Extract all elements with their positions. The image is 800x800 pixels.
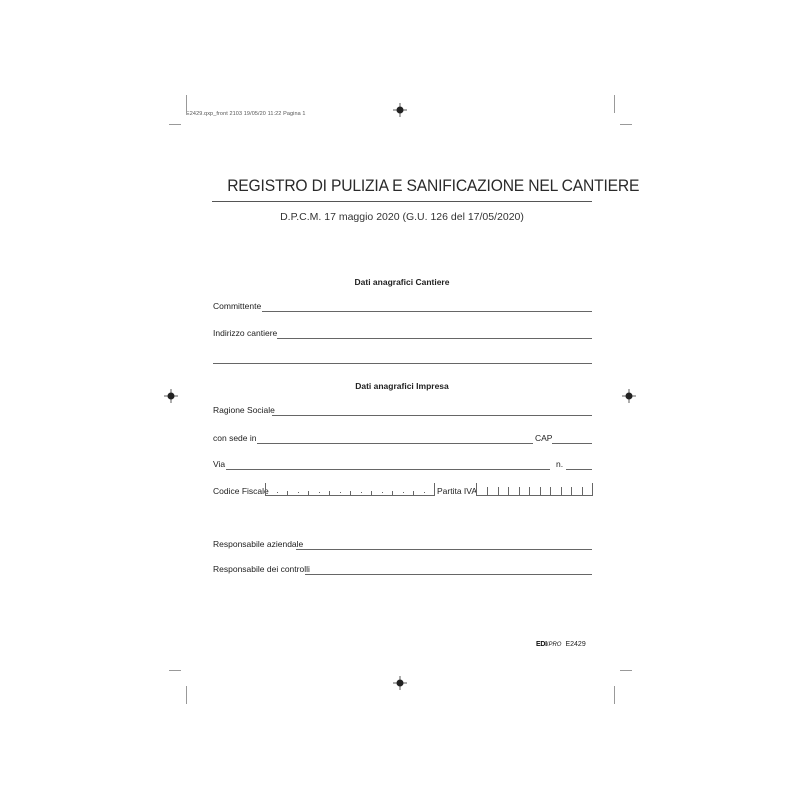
committente-label: Committente (213, 301, 262, 311)
comb-divider (329, 491, 330, 495)
ragione-sociale-field[interactable] (272, 415, 592, 416)
crop-mark (186, 95, 187, 113)
comb-divider (508, 487, 509, 495)
document-title: REGISTRO DI PULIZIA E SANIFICAZIONE NEL CANTIERE (227, 176, 640, 195)
comb-divider (308, 491, 309, 495)
indirizzo-cantiere-field[interactable] (277, 338, 592, 339)
brand-pro: PRO (548, 642, 562, 648)
crop-mark (620, 670, 632, 671)
ragione-sociale-label: Ragione Sociale (213, 405, 275, 415)
comb-divider (319, 492, 320, 493)
crop-mark (169, 124, 181, 125)
comb-divider (382, 492, 383, 493)
comb-divider (561, 487, 562, 495)
comb-divider (582, 487, 583, 495)
title-rule (212, 201, 592, 202)
numero-label: n. (556, 459, 564, 469)
comb-divider (529, 487, 530, 495)
publisher-logo: EDI/PRO E2429 (536, 641, 586, 648)
registration-mark-icon (393, 676, 407, 690)
cap-field[interactable] (552, 443, 592, 444)
comb-divider (350, 491, 351, 495)
indirizzo-cantiere-field-line2[interactable] (213, 363, 592, 364)
responsabile-aziendale-label: Responsabile aziendale (213, 539, 304, 549)
numero-field[interactable] (566, 469, 592, 470)
comb-divider (298, 492, 299, 493)
comb-divider (424, 492, 425, 493)
responsabile-controlli-label: Responsabile dei controlli (213, 564, 310, 574)
brand-edi: EDI (536, 641, 547, 648)
responsabile-aziendale-field[interactable] (296, 549, 592, 550)
cap-label: CAP (535, 433, 553, 443)
crop-mark (614, 95, 615, 113)
comb-divider (277, 492, 278, 493)
document-subtitle: D.P.C.M. 17 maggio 2020 (G.U. 126 del 17/05/2020) (280, 211, 524, 223)
comb-divider (540, 487, 541, 495)
indirizzo-cantiere-label: Indirizzo cantiere (213, 328, 278, 338)
responsabile-controlli-field[interactable] (305, 574, 592, 575)
comb-divider (403, 492, 404, 493)
printer-slug: E2429.qxp_front 2103 19/05/20 11:22 Pagina 1 (186, 111, 306, 117)
partita-iva-field[interactable] (476, 483, 593, 496)
via-label: Via (213, 459, 226, 469)
comb-divider (413, 491, 414, 495)
comb-divider (392, 491, 393, 495)
comb-divider (519, 487, 520, 495)
crop-mark (620, 124, 632, 125)
crop-mark (186, 686, 187, 704)
comb-divider (371, 491, 372, 495)
comb-divider (550, 487, 551, 495)
product-code: E2429 (565, 641, 586, 648)
section-heading-impresa: Dati anagrafici Impresa (355, 381, 449, 391)
registration-mark-icon (622, 389, 636, 403)
comb-divider (487, 487, 488, 495)
codice-fiscale-label: Codice Fiscale (213, 486, 269, 496)
crop-mark (169, 670, 181, 671)
registration-mark-icon (393, 103, 407, 117)
comb-divider (571, 487, 572, 495)
sede-field[interactable] (257, 443, 533, 444)
committente-field[interactable] (262, 311, 592, 312)
codice-fiscale-field[interactable] (265, 483, 435, 496)
comb-divider (340, 492, 341, 493)
via-field[interactable] (226, 469, 550, 470)
registration-mark-icon (164, 389, 178, 403)
section-heading-cantiere: Dati anagrafici Cantiere (354, 277, 450, 287)
comb-divider (287, 491, 288, 495)
crop-mark (614, 686, 615, 704)
comb-divider (361, 492, 362, 493)
sede-label: con sede in (213, 433, 257, 443)
partita-iva-label: Partita IVA (437, 486, 477, 496)
comb-divider (498, 487, 499, 495)
